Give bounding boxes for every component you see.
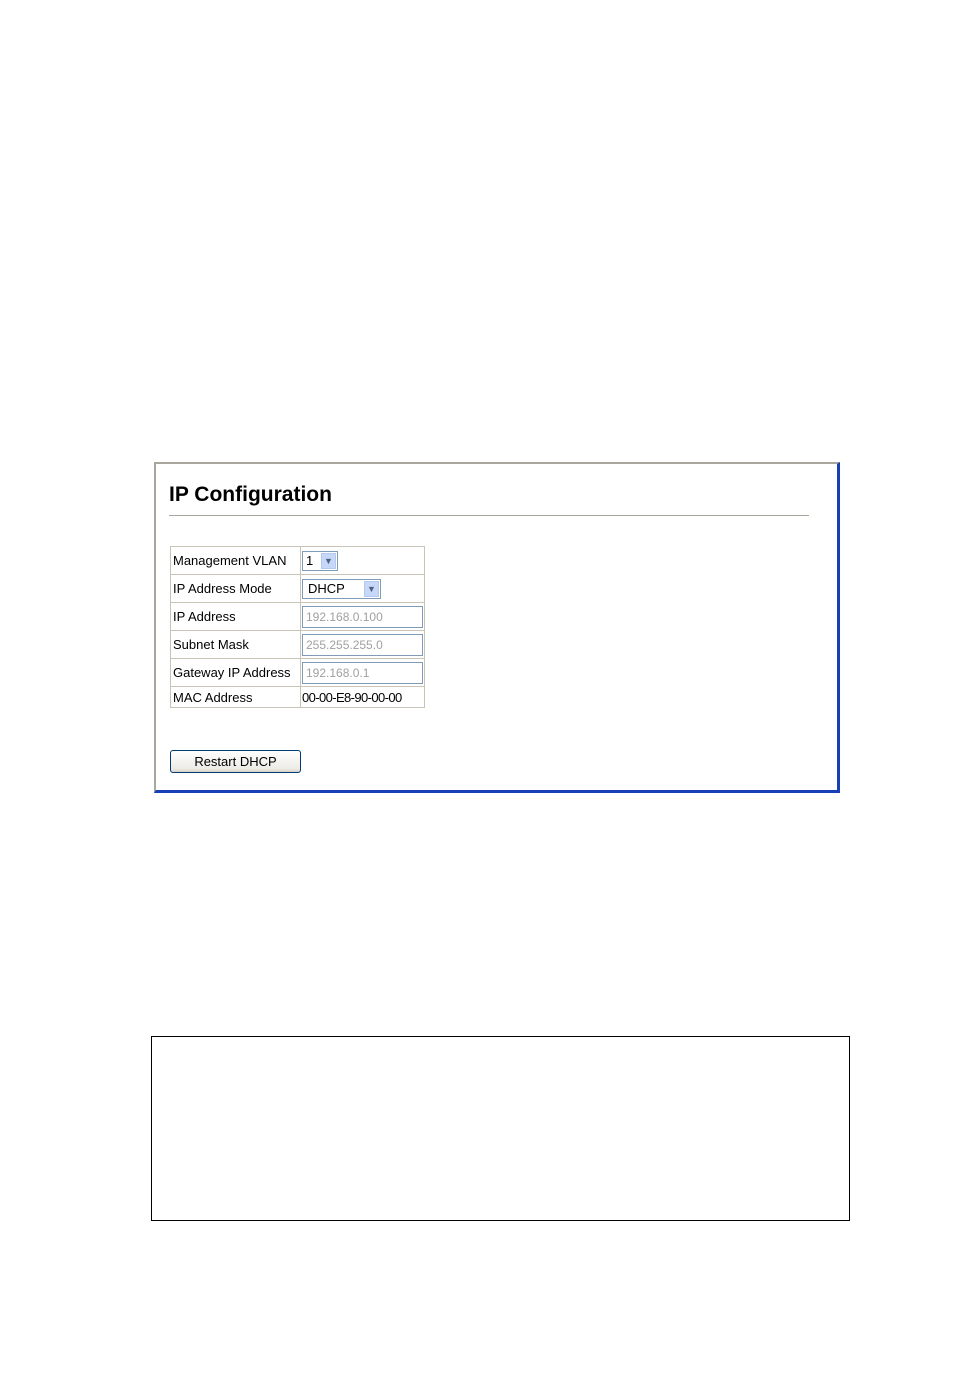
management-vlan-value: 1 xyxy=(306,553,314,568)
ip-address-mode-select[interactable] xyxy=(302,579,381,599)
ip-address-mode-cell xyxy=(301,575,425,603)
gateway-ip-address-label: Gateway IP Address xyxy=(171,659,301,687)
ip-configuration-panel xyxy=(154,462,840,793)
chevron-down-icon: ▼ xyxy=(364,581,379,597)
ip-address-input[interactable] xyxy=(302,606,423,628)
management-vlan-cell xyxy=(301,547,425,575)
table-row xyxy=(171,575,425,603)
page-title: IP Configuration xyxy=(169,483,332,506)
empty-frame xyxy=(151,1036,850,1221)
ip-config-table xyxy=(170,546,425,708)
gateway-ip-address-cell xyxy=(301,659,425,687)
management-vlan-label: Management VLAN xyxy=(171,547,301,575)
table-row xyxy=(171,631,425,659)
table-row xyxy=(171,603,425,631)
subnet-mask-cell xyxy=(301,631,425,659)
ip-address-label: IP Address xyxy=(171,603,301,631)
title-divider xyxy=(169,515,809,517)
table-row xyxy=(171,659,425,687)
mac-address-label: MAC Address xyxy=(171,687,301,708)
restart-dhcp-button[interactable]: Restart DHCP xyxy=(170,750,301,773)
gateway-ip-address-input[interactable] xyxy=(302,662,423,684)
ip-address-cell xyxy=(301,603,425,631)
subnet-mask-input[interactable] xyxy=(302,634,423,656)
mac-address-value: 00-00-E8-90-00-00 xyxy=(301,687,425,708)
table-row xyxy=(171,547,425,575)
table-row xyxy=(171,687,425,708)
chevron-down-icon: ▼ xyxy=(321,553,336,569)
subnet-mask-label: Subnet Mask xyxy=(171,631,301,659)
ip-address-mode-label: IP Address Mode xyxy=(171,575,301,603)
ip-address-mode-value: DHCP xyxy=(308,581,345,596)
management-vlan-select[interactable] xyxy=(302,551,338,571)
